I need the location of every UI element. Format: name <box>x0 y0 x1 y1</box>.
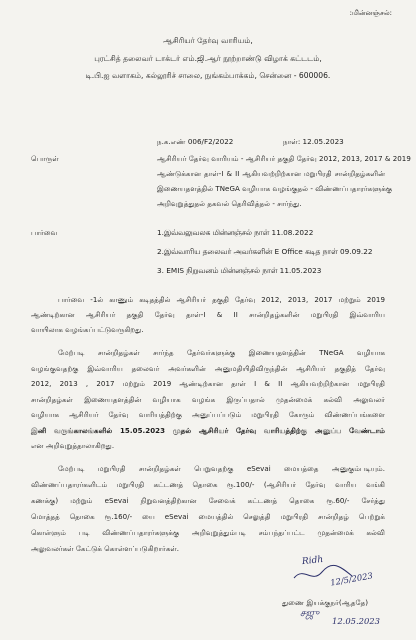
paragraph-line: கொள்ளும் படி விண்ணப்பதாரர்களுக்கு அறிவுறுத்தும்படி சம்பந்தப்பட்ட முதன்மைக் கல்வி <box>31 528 385 537</box>
paragraph-line: மேற்படி சான்றிதழ்கள் சார்ந்த தேர்வர்களுக்கு இணையதளத்தின் TNeGA வழியாக <box>58 348 385 357</box>
paragraph-line: சான்றிதழ்கள் இணையதளத்தின் வழியாக வழங்க இருப்பதால் முதன்மைக் கல்வி அலுவலர் <box>31 395 385 404</box>
reference-item: 2.இவ்வாரிய தலைவர் அவர்களின் E Office கடித நாள் 09.09.22 <box>157 247 373 256</box>
email-header-label: :மின்னஞ்சல்: <box>349 9 392 17</box>
subject-line: ஆசிரியர் தேர்வு வாரியம் - ஆசிரியர் தகுதி தேர்வு 2012, 2013, 2017 & 2019 <box>157 154 411 163</box>
address-line: டி.பி.ஐ வளாகம், கல்லூரிச் சாலை, நுங்கம்பாக்கம், சென்னை - 600006. <box>85 71 331 80</box>
reference-number: ந.க.எண் 006/F2/2022 <box>157 137 234 146</box>
paragraph-line: 2012, 2013 , 2017 மற்றும் 2019 ஆண்டிற்கான தாள் I & II ஆகியவற்றிற்கான மறுபிரதி <box>31 379 385 388</box>
subject-line: அறிவுறுத்துதல் தகவல் தெரிவித்தல் - சார்ந்து. <box>157 199 302 208</box>
board-name: ஆசிரியர் தேர்வு வாரியம், <box>163 36 253 45</box>
paragraph-line: அலுவலர்கள் கேட்டுக் கொள்ளப்படுகிறார்கள். <box>31 544 180 553</box>
signature-date-2: 12.05.2023 <box>332 616 380 626</box>
paragraph-line: மேற்படி மறுபிரதி சான்றிதழ்கள் பெறுவதற்கு eSevai மையத்தை அனுகும்படியும். <box>58 464 385 473</box>
paragraph-line: விண்ணப்பதாரர்களிடம் மறுபிரதி கட்டணத் தொகை ரூ.100/- (ஆசிரியர் தேர்வு வாரிய வங்கி <box>31 480 385 489</box>
paragraph-line: வழியாக ஆசிரியர் தேர்வு வாரியத்திற்கு அனுப்பப்படும் மறுபிரதி கோரும் விண்ணப்பங்களை <box>31 410 385 419</box>
building-name: புரட்சித் தலைவர் டாக்டர் எம்.ஜி.ஆர் நூற்றாண்டு விழாக் கட்டடம், <box>94 54 322 63</box>
reference-item: 1.இவ்வலுவலக மின்னஞ்சல் நாள் 11.08.2022 <box>157 228 314 237</box>
signature-initials: Ridh <box>301 554 324 568</box>
letter-date: நாள்: 12.05.2023 <box>283 137 344 146</box>
subject-label: பொருள் <box>31 154 59 163</box>
subject-line: ஆண்டுக்கான தாள்-I & II ஆகியவற்றிற்கான மறுபிரதி சான்றிதழ்களின் <box>157 169 385 178</box>
signatory-title: துணை இயக்குநர்(ஆததே) <box>282 598 369 607</box>
paragraph-line: ஆண்டிற்கான ஆசிரியர் தகுதி தேர்வு தாள்-I & II சான்றிதழ்களின் மறுபிரதி இவ்வாரிய <box>31 310 385 319</box>
paragraph-line: வாயிலாக வழங்கப்பட்டுவருகிறது. <box>31 325 144 334</box>
paragraph-line: மொத்தத் தொகை ரூ.160/- யை eSevai மையத்தில் செலுத்தி மறுபிரதி சான்றிதழ் பெற்றுக் <box>31 512 385 521</box>
paragraph-line: கணக்கு) மற்றும் eSevai நிறுவனத்திற்கான சேவைக் கட்டணத் தொகை ரூ.60/- சேர்த்து <box>31 496 385 505</box>
reference-item: 3. EMIS நிறுவனம் மின்னஞ்சல் நாள் 11.05.2023 <box>157 266 322 275</box>
signature-name: சஜு <box>300 608 320 619</box>
paragraph-line: என அறிவுறுத்தாலாகிறது. <box>31 441 115 450</box>
paragraph-line: வழங்குவதற்கு இவ்வாரிய தலைவர் அவர்களின் அனுமதியிதிவிருந்தின் ஆசிரியர் தகுதித் தேர்வு <box>31 364 385 373</box>
reference-label: பார்வை <box>31 228 58 237</box>
subject-line: இணையதளத்தில் TNeGA வழியாக வழங்குதல் - விண்ணப்பதாரர்களுக்கு <box>157 184 393 193</box>
signature-date: 12/5/2023 <box>329 570 374 588</box>
paragraph-line: பார்வை -1ல் காணும் கடிதத்தில் ஆசிரியர் தகுதி தேர்வு 2012, 2013, 2017 மற்றும் 2019 <box>58 295 385 304</box>
emphasis-line: இனி வருங்காலங்களில் 15.05.2023 முதல் ஆசிரியர் தேர்வு வாரியத்திற்கு அனுப்ப வேண்டாம் <box>31 426 385 435</box>
